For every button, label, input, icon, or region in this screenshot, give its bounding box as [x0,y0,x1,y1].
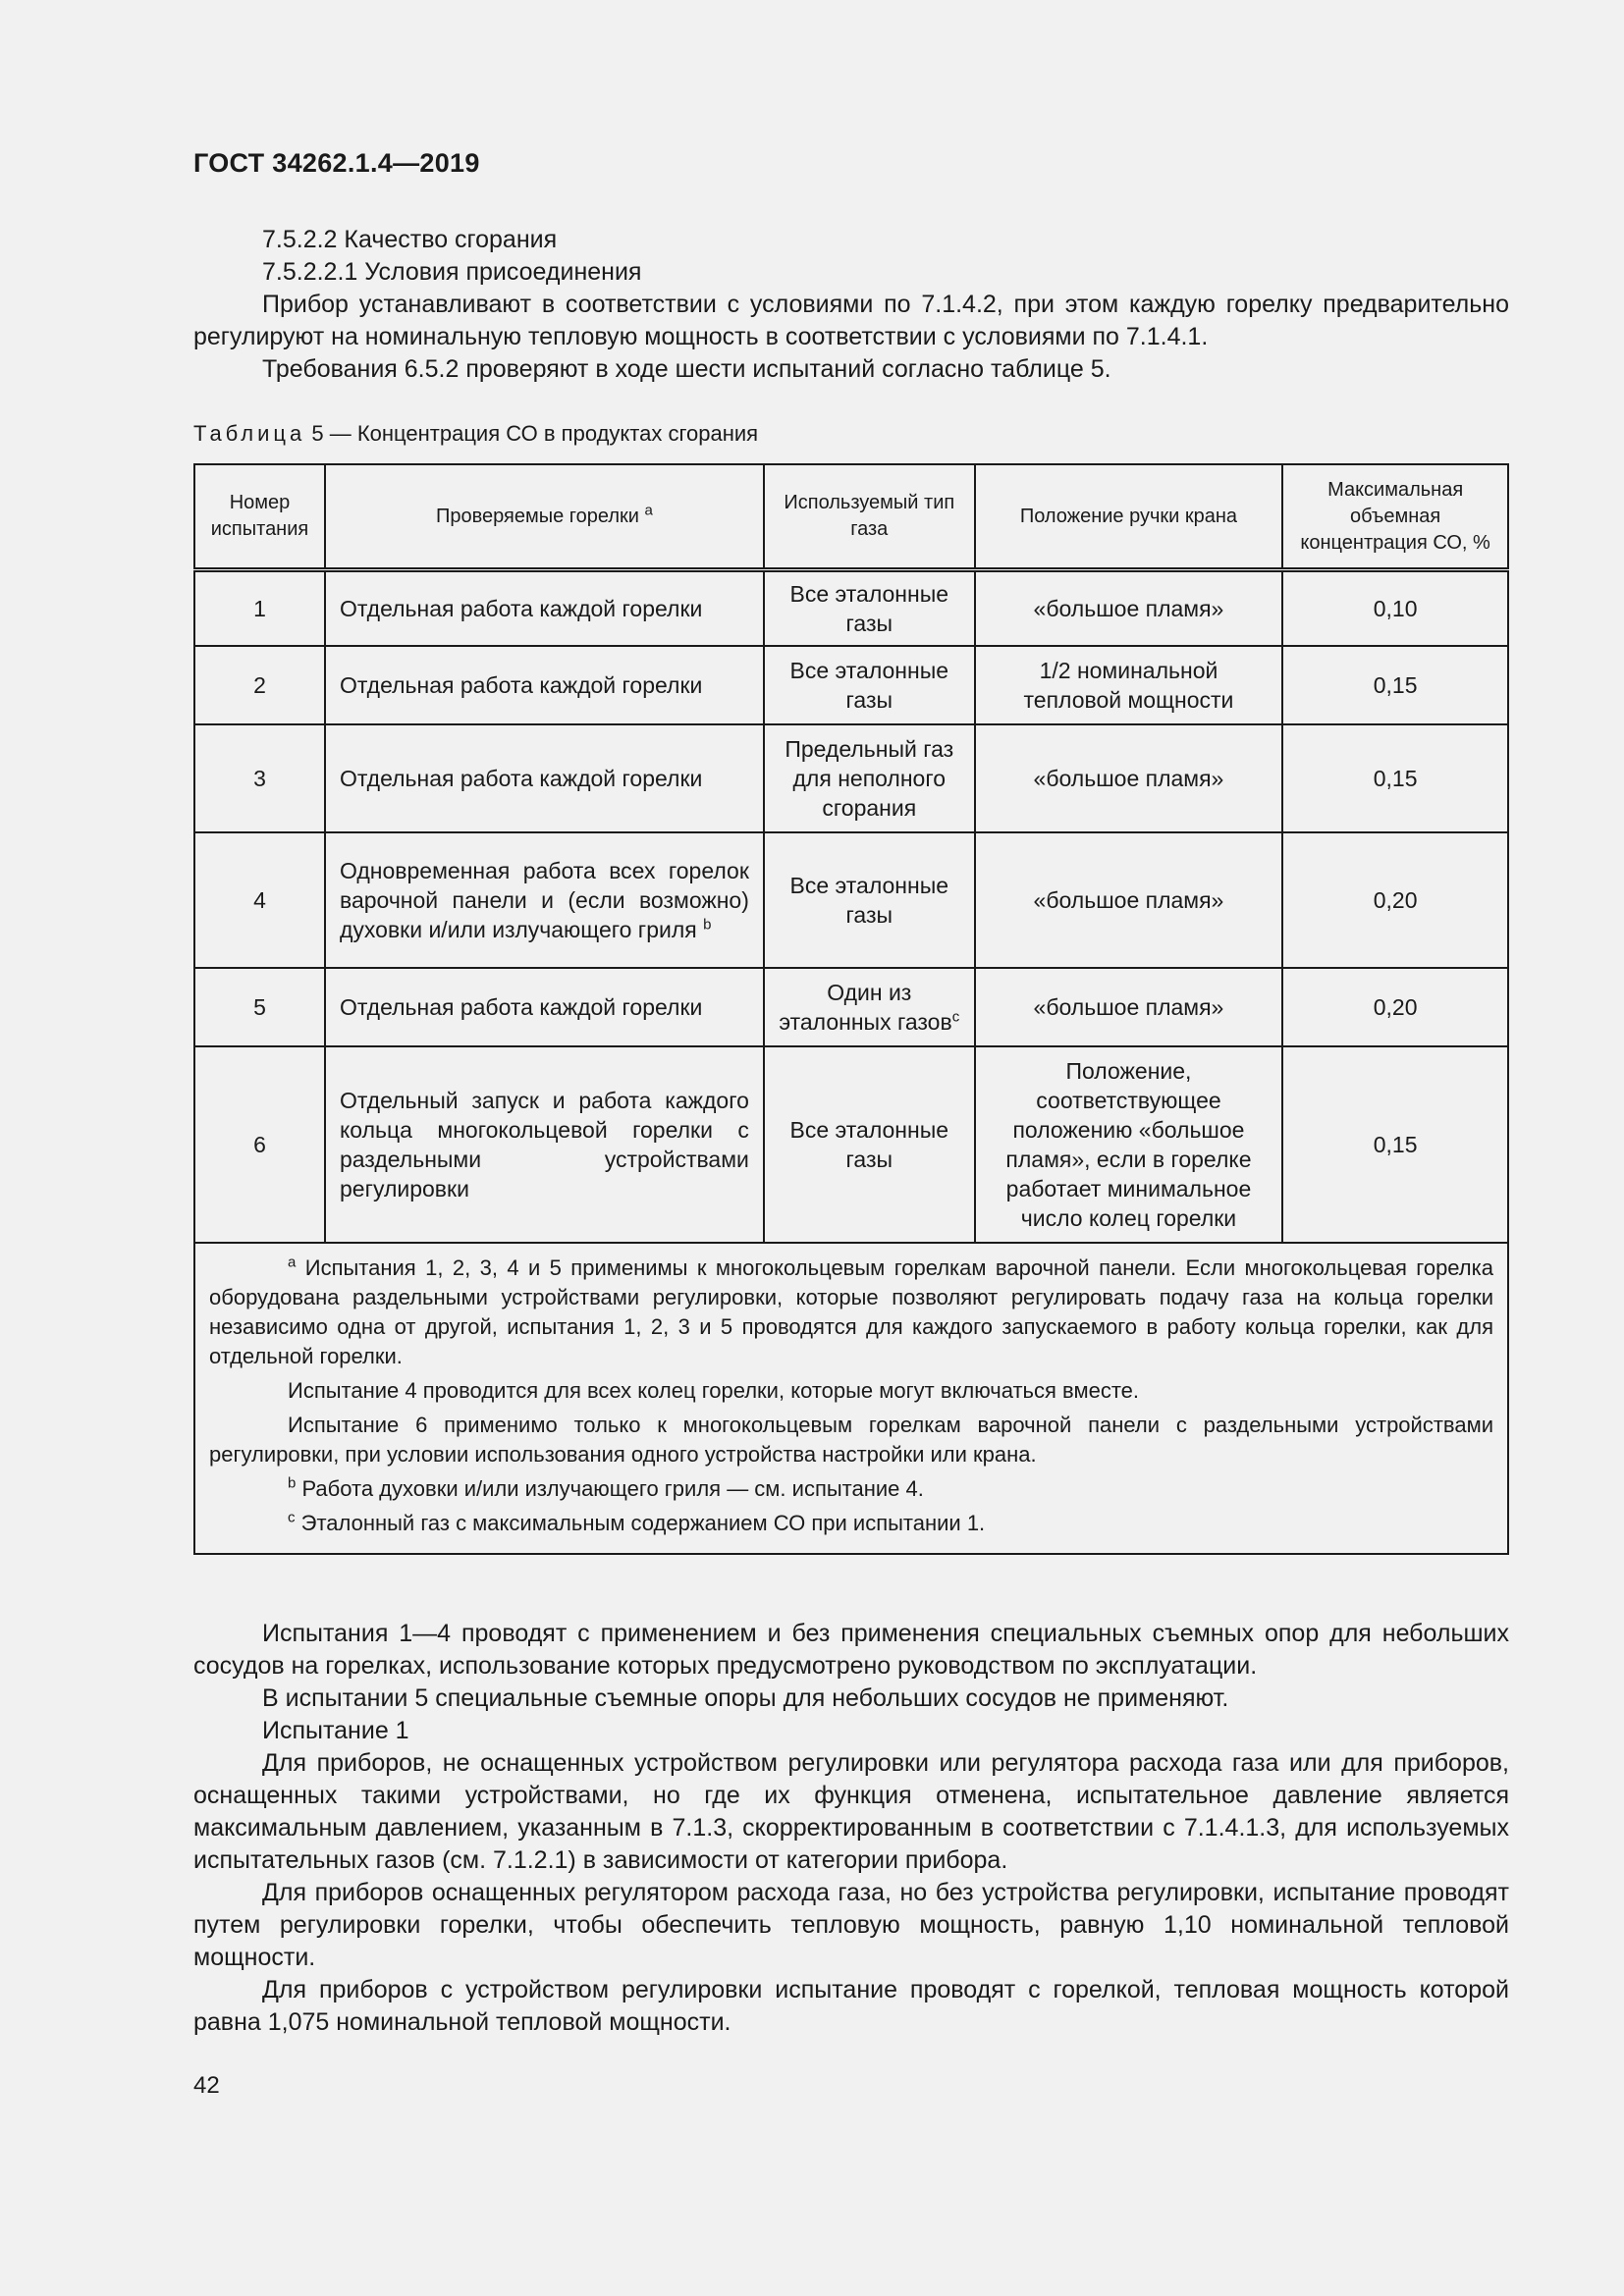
cell-burners [325,968,764,1046]
paragraph: Для приборов оснащенных регулятором расхода газа, но без устройства регулировки, испытание проводят путем регулировки горелки, чтобы обеспечить тепловую мощность, равную 1,10 номинальной тепловой мощности. [193,1879,1509,1971]
footnote-text: Эталонный газ с максимальным содержанием СО при испытании 1. [300,1510,986,1535]
table-row [194,570,1508,646]
cell-max-co: 0,20 [1282,832,1508,968]
cell-max-co: 0,15 [1282,724,1508,832]
paragraph: Требования 6.5.2 проверяют в ходе шести испытаний согласно таблице 5. [262,355,1111,383]
cell-knob-position: 1/2 номинальной тепловой мощности [975,646,1283,724]
cell-gas-text: Все эталонные газы [789,872,949,928]
page-number: 42 [193,2072,220,2099]
cell-max-co: 0,15 [1282,646,1508,724]
cell-burners-text: Отдельная работа каждой горелки [339,765,703,791]
header-knob-position: Положение ручки крана [975,464,1283,570]
cell-burners [325,724,764,832]
cell-test-number: 2 [194,646,325,724]
paragraph: Для приборов с устройством регулировки испытание проводят с горелкой, тепловая мощность которой равна 1,075 номинальной тепловой мощности. [193,1976,1509,2036]
cell-knob-position: «большое пламя» [975,832,1283,968]
footnote-mark: b [288,1474,297,1492]
cell-test-number: 1 [194,570,325,646]
cell-burners [325,1046,764,1243]
document-code: ГОСТ 34262.1.4—2019 [193,148,480,178]
intro-section [193,224,1509,386]
footnote-mark: a [644,501,653,518]
cell-gas-text: Все эталонные газы [789,1116,949,1172]
table-caption-text: 5 — Концентрация СО в продуктах сгорания [311,421,759,446]
footnote-mark: c [951,1007,960,1025]
cell-burners-text: Отдельная работа каждой горелки [339,671,703,698]
table-row [194,968,1508,1046]
co-concentration-table [193,463,1509,1555]
footnote-b [209,1474,1493,1504]
cell-max-co: 0,10 [1282,570,1508,646]
footnote-c [209,1509,1493,1538]
cell-test-number: 6 [194,1046,325,1243]
footnote-mark: b [703,915,712,933]
cell-gas-text: Предельный газ для неполного сгорания [785,735,954,821]
paragraph: Испытания 1—4 проводят с применением и без применения специальных съемных опор для небольших сосудов на горелках, использование которых предусмотрено руководством по эксплуатации. [193,1620,1509,1680]
table-caption [193,421,758,447]
after-table-section [193,1618,1509,2039]
footnote-mark: a [288,1254,297,1271]
header-test-number: Номер испытания [194,464,325,570]
table-note: Испытание 6 применимо только к многокольцевым горелкам варочной панели с раздельными устройствами регулировки, при условии использования одного устройства настройки или крана. [209,1412,1493,1467]
cell-gas-type [764,570,975,646]
paragraph: Для приборов, не оснащенных устройством регулировки или регулятора расхода газа или для приборов, оснащенных такими устройствами, но где их функция отменена, испытательное давление является максимальным давлением, указанным в 7.1.3, скорректированным в соответствии с 7.1.4.1.3, для используемых испытательных газов (см. 7.1.2.1) в зависимости от категории прибора. [193,1749,1509,1874]
footnote-text: Работа духовки и/или излучающего гриля — см. испытание 4. [301,1475,924,1501]
cell-gas-type [764,724,975,832]
cell-gas-text: Все эталонные газы [789,580,949,636]
footnote-mark: c [288,1509,296,1526]
cell-gas-text: Все эталонные газы [789,657,949,713]
cell-gas-type [764,832,975,968]
cell-test-number: 3 [194,724,325,832]
cell-knob-position: Положение, соответствующее положению «большое пламя», если в горелке работает минимальное число колец горелки [975,1046,1283,1243]
cell-gas-type [764,1046,975,1243]
cell-burners-text: Отдельный запуск и работа каждого кольца многокольцевой горелки с раздельными устройствами регулировки [339,1087,749,1201]
footnote-text: Испытания 1, 2, 3, 4 и 5 применимы к многокольцевым горелкам варочной панели. Если многокольцевая горелка оборудована раздельными устройствами регулировки, которые позволяют регулировать подачу газа на кольца горелки независимо одна от другой, испытания 1, 2, 3 и 5 проводятся для каждого запускаемого в работу кольца горелки, как для отдельной горелки. [209,1255,1493,1368]
cell-max-co: 0,20 [1282,968,1508,1046]
header-burners-text: Проверяемые горелки [436,505,639,527]
table-row [194,646,1508,724]
cell-burners-text: Одновременная работа всех горелок варочной панели и (если возможно) духовки и/или излучающего гриля [339,857,749,942]
table-notes-row [194,1243,1508,1554]
cell-gas-type [764,646,975,724]
cell-gas-type [764,968,975,1046]
table-row [194,1046,1508,1243]
cell-max-co: 0,15 [1282,1046,1508,1243]
header-max-co: Максимальная объемная концентрация СО, % [1282,464,1508,570]
cell-burners-text: Отдельная работа каждой горелки [339,993,703,1020]
cell-burners [325,646,764,724]
table-row [194,832,1508,968]
cell-test-number: 4 [194,832,325,968]
cell-knob-position: «большое пламя» [975,570,1283,646]
cell-knob-position: «большое пламя» [975,968,1283,1046]
table-row [194,724,1508,832]
footnote-a [209,1254,1493,1371]
table-header-row [194,464,1508,570]
cell-test-number: 5 [194,968,325,1046]
subsection-heading: 7.5.2.2.1 Условия присоединения [262,258,642,286]
table-notes [194,1243,1508,1554]
cell-burners-text: Отдельная работа каждой горелки [339,595,703,621]
cell-burners [325,570,764,646]
header-burners [325,464,764,570]
cell-burners [325,832,764,968]
paragraph: В испытании 5 специальные съемные опоры для небольших сосудов не применяют. [262,1684,1229,1712]
cell-knob-position: «большое пламя» [975,724,1283,832]
paragraph: Прибор устанавливают в соответствии с условиями по 7.1.4.2, при этом каждую горелку предварительно регулируют на номинальную тепловую мощность в соответствии с условиями по 7.1.4.1. [193,291,1509,350]
cell-gas-text: Один из эталонных газов [779,979,952,1035]
table-note: Испытание 4 проводится для всех колец горелки, которые могут включаться вместе. [288,1377,1140,1403]
table-caption-label: Таблица [193,421,306,446]
subheading: Испытание 1 [262,1717,409,1744]
section-heading: 7.5.2.2 Качество сгорания [262,226,558,253]
header-gas-type: Используемый тип газа [764,464,975,570]
